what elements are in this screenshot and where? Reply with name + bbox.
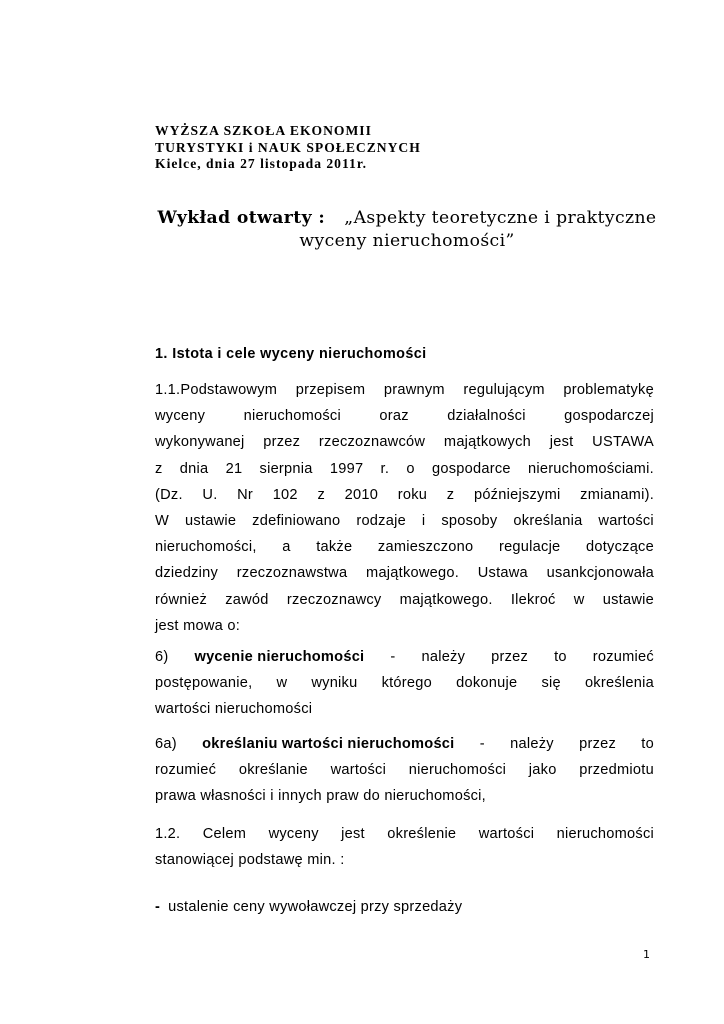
word: jako	[528, 762, 557, 779]
word: dnia	[179, 460, 209, 477]
lecture-title	[150, 207, 664, 253]
word: min.	[307, 852, 336, 869]
word: wykonywanej	[155, 434, 245, 451]
word: sierpnia	[259, 460, 313, 477]
word: mowa	[183, 617, 224, 634]
word: wartości	[155, 701, 211, 718]
word: 21	[225, 460, 243, 477]
word: -	[390, 649, 396, 665]
word: U.	[202, 486, 218, 503]
word: nieruchomości,	[155, 539, 257, 556]
section-heading: 1. Istota i cele wyceny nieruchomości	[155, 346, 427, 362]
paragraph-line	[155, 613, 654, 639]
header-line-2: TURYSTYKI i NAUK SPOŁECZNYCH	[155, 139, 421, 155]
paragraph-line	[155, 482, 654, 508]
word: którego	[381, 675, 432, 692]
word: :	[340, 852, 345, 869]
word: ustawie	[602, 591, 654, 608]
word: jest	[341, 826, 365, 842]
paragraph-1-2	[155, 821, 654, 873]
word: roku	[397, 486, 428, 503]
word: sposoby	[441, 512, 498, 529]
word: praw	[326, 788, 359, 805]
word: r.	[380, 460, 390, 477]
word: rozumieć	[155, 762, 217, 779]
word: należy	[510, 736, 554, 752]
word: innych	[278, 788, 322, 805]
word: rodzaje	[356, 512, 406, 529]
word: określenie	[387, 826, 457, 842]
word: przedmiotu	[579, 762, 654, 779]
word: do	[363, 788, 380, 805]
page-number: 1	[643, 948, 650, 961]
word: Nr	[237, 486, 254, 503]
paragraph-line	[155, 783, 654, 809]
word: regulującym	[463, 382, 545, 398]
word: także	[316, 539, 353, 556]
word: prawa	[155, 788, 196, 805]
paragraph-6a-definition	[155, 731, 654, 810]
word: regulacje	[498, 539, 561, 556]
paragraph-line	[155, 731, 654, 757]
paragraph-line	[155, 456, 654, 482]
word: późniejszymi	[473, 486, 561, 503]
word: rzeczoznawców	[318, 434, 426, 451]
word: nieruchomości	[556, 826, 654, 842]
word: majątkowego.	[366, 565, 460, 582]
word: nieruchomości	[243, 408, 341, 425]
word: również	[155, 591, 208, 608]
word: się	[541, 675, 561, 692]
word: stanowiącej	[155, 852, 235, 869]
paragraph-line	[155, 377, 654, 403]
word: 102	[272, 486, 298, 503]
word: nieruchomości,	[384, 788, 486, 805]
word: z	[446, 486, 455, 503]
word: prawnym	[383, 382, 445, 398]
word: usankcjonowała	[546, 565, 654, 582]
word: nieruchomościami.	[527, 460, 654, 477]
word: Celem	[202, 826, 247, 842]
title-quote-part-2: wyceny nieruchomości”	[299, 231, 515, 251]
word: rzeczoznawcy	[286, 591, 382, 608]
bullet-dash: -	[155, 899, 161, 915]
header-date-line: Kielce, dnia 27 listopada 2011r.	[155, 156, 368, 172]
word: zamieszczono	[377, 539, 474, 556]
paragraph-line	[155, 644, 654, 670]
header-line-1: WYŻSZA SZKOŁA EKONOMII	[155, 123, 372, 138]
title-lead: Wykład otwarty :	[157, 208, 326, 228]
paragraph-line	[155, 696, 654, 722]
word: o	[406, 460, 415, 477]
word: 6)	[155, 649, 169, 665]
word: USTAWA	[592, 434, 654, 451]
word: o:	[227, 617, 241, 634]
word: wyceny	[268, 826, 319, 842]
bullet-item	[155, 894, 462, 920]
word: -	[479, 736, 485, 752]
paragraph-line	[155, 429, 654, 455]
word: podstawę	[238, 852, 303, 869]
word: nieruchomości	[408, 762, 507, 779]
word: majątkowego.	[399, 591, 493, 608]
word: gospodarce	[431, 460, 511, 477]
word: rzeczoznawstwa	[236, 565, 348, 582]
word: własności	[200, 788, 266, 805]
word: 1997	[329, 460, 364, 477]
defined-term: wycenie nieruchomości	[194, 649, 365, 665]
word: oraz	[379, 408, 409, 425]
word: dotyczące	[586, 539, 654, 556]
paragraph-line	[155, 560, 654, 586]
word: przepisem	[295, 382, 366, 398]
word: jest	[549, 434, 574, 451]
word: działalności	[447, 408, 526, 425]
word: z	[155, 460, 163, 477]
paragraph-line	[155, 587, 654, 613]
word: określanie	[238, 762, 308, 779]
word: Ilekroć	[510, 591, 556, 608]
paragraph-line	[155, 508, 654, 534]
word: postępowanie,	[155, 675, 253, 692]
word: 6a)	[155, 736, 177, 752]
word: w	[276, 675, 288, 692]
word: a	[282, 539, 291, 556]
word: dziedziny	[155, 565, 219, 582]
word: 1.2.	[155, 826, 181, 842]
word: i	[421, 512, 426, 529]
word: przez	[579, 736, 617, 752]
word: gospodarczej	[564, 408, 654, 425]
word: 1.1.Podstawowym	[155, 382, 278, 398]
word: Ustawa	[477, 565, 528, 582]
word: 2010	[344, 486, 379, 503]
title-quote-part-1: „Aspekty teoretyczne i praktyczne	[344, 208, 657, 228]
word: problematykę	[563, 382, 654, 398]
word: to	[554, 649, 567, 665]
word: przez	[491, 649, 529, 665]
word: wartości	[478, 826, 535, 842]
word: określenia	[584, 675, 654, 692]
word: określania	[513, 512, 583, 529]
word: dokonuje	[456, 675, 518, 692]
paragraph-6-definition	[155, 644, 654, 723]
paragraph-line	[155, 847, 654, 873]
title-line-1	[150, 207, 664, 230]
word: to	[641, 736, 654, 752]
word: nieruchomości	[214, 701, 313, 718]
word: w	[573, 591, 585, 608]
word: i	[270, 788, 274, 805]
word: wyniku	[311, 675, 358, 692]
institution-header	[155, 123, 421, 173]
word: wartości	[330, 762, 387, 779]
word: wartości	[598, 512, 654, 529]
word: zmianami).	[580, 486, 654, 503]
paragraph-line	[155, 821, 654, 847]
bullet-text: ustalenie ceny wywoławczej przy sprzedaży	[168, 899, 463, 915]
paragraph-line	[155, 534, 654, 560]
word: W	[155, 512, 170, 529]
word: przez	[263, 434, 301, 451]
word: wyceny	[155, 408, 206, 425]
defined-term: określaniu wartości nieruchomości	[202, 736, 455, 752]
word: z	[317, 486, 325, 503]
paragraph-line	[155, 403, 654, 429]
word: rozumieć	[592, 649, 654, 665]
word: ustawie	[184, 512, 237, 529]
word: (Dz.	[155, 486, 183, 503]
word: należy	[421, 649, 466, 665]
paragraph-line	[155, 670, 654, 696]
word: zawód	[225, 591, 269, 608]
paragraph-1-1	[155, 377, 654, 639]
paragraph-line	[155, 757, 654, 783]
word: majątkowych	[443, 434, 532, 451]
word: zdefiniowano	[252, 512, 341, 529]
word: jest	[155, 617, 179, 634]
